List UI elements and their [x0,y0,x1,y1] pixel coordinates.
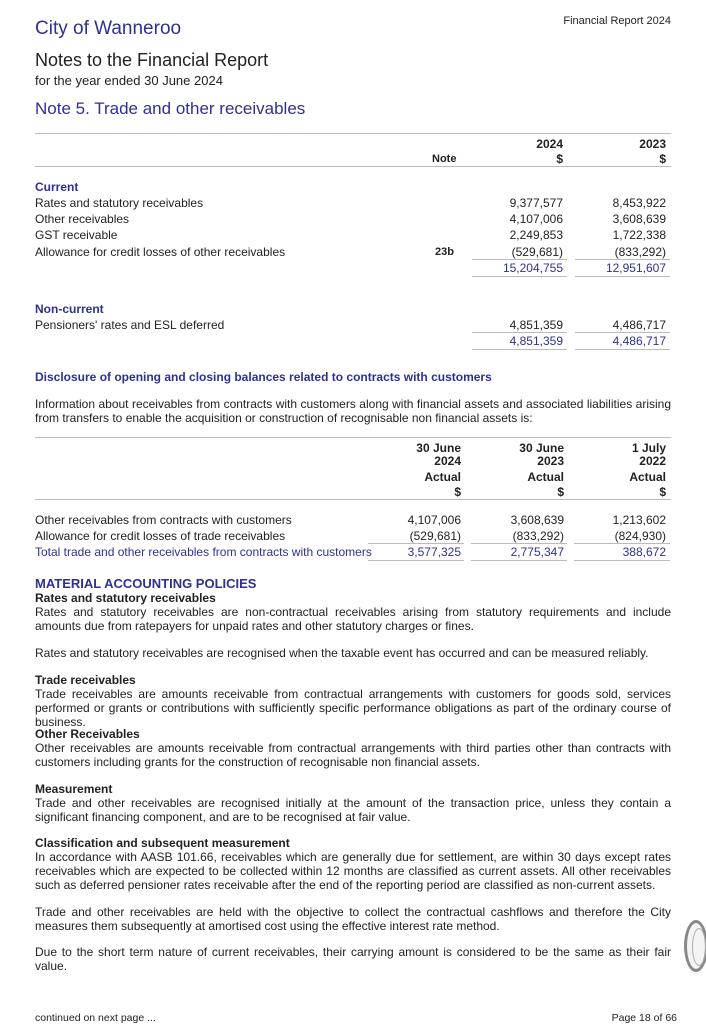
total-rule-2024 [472,276,567,277]
current-heading: Current [35,180,79,194]
nc-subtotal-rule-2024 [472,332,567,333]
col-header-2023: 2023 [639,137,666,151]
continued-note: continued on next page ... [35,1012,156,1024]
classification-paragraph-3: Due to the short term nature of current receivables, their carrying amount is considered to be the same as their fair value. [35,945,671,973]
col-a-line3: Actual [424,470,461,484]
value-2024: 4,107,006 [509,212,563,226]
row-label: Allowance for credit losses of other receivables [35,245,286,259]
t2-subtotal-rule-c [574,543,670,544]
value-a: 4,107,006 [407,513,461,527]
value-2023: 3,608,639 [612,212,666,226]
organisation-name: City of Wanneroo [35,18,182,39]
row-label: Other receivables from contracts with customers [35,513,292,527]
col-c-line4: $ [659,485,666,499]
subtotal-rule-2024 [472,259,567,260]
value-b: (833,292) [512,529,564,543]
nc-subtotal-rule-2023 [575,332,670,333]
currency-2024: $ [556,152,563,166]
t2-total-rule-a [368,560,464,561]
col-a-line2: 2024 [434,454,461,468]
col-b-line3: Actual [527,470,564,484]
subtotal-rule-2023 [575,259,670,260]
total-a: 3,577,325 [407,545,461,559]
value-2023: (833,292) [614,245,666,259]
classification-paragraph-2: Trade and other receivables are held with the objective to collect the contractual cashflows and therefore the City measures them subsequently at amortised cost using the effective interest rate method. [35,905,671,933]
noncurrent-heading: Non-current [35,302,104,316]
currency-2023: $ [659,152,666,166]
col-header-note: Note [432,153,457,165]
col-b-line1: 30 June [519,441,564,455]
noncurrent-total-2024: 4,851,359 [509,334,563,348]
noncurrent-total-2023: 4,486,717 [612,334,666,348]
value-2024: 9,377,577 [509,196,563,210]
t2-total-rule-c [574,560,670,561]
disclosure-intro: Information about receivables from contracts with customers along with financial assets and associated liabilities arising from transfers to enable the acquisition or construction of recognisable non financial assets is: [35,397,671,425]
value-2024: (529,681) [511,245,563,259]
table2-header-rule [35,499,671,500]
nc-total-rule-2024 [472,349,567,350]
row-label: Pensioners' rates and ESL deferred [35,318,225,332]
note-title: Note 5. Trade and other receivables [35,99,306,118]
classification-paragraph-1: In accordance with AASB 101.66, receivables which are generally due for settlement, are within 30 days except rates receivables which are expected to be collected within 12 months are classified as current assets. All other receivables such as deferred pensioner rates receivable after the end of the reporting period are classified as non-current assets. [35,850,671,892]
value-b: 3,608,639 [510,513,564,527]
table2-top-rule [35,437,671,438]
col-header-2024: 2024 [536,137,563,151]
page-title: Notes to the Financial Report [35,50,269,70]
report-name: Financial Report 2024 [563,15,671,27]
col-c-line3: Actual [629,470,666,484]
value-c: 1,213,602 [612,513,666,527]
measurement-paragraph: Trade and other receivables are recognised initially at the amount of the transaction price, unless they contain a significant financing component, and are to be recognised at fair value. [35,796,671,824]
col-a-line1: 30 June [416,441,461,455]
col-b-line2: 2023 [537,454,564,468]
value-2023: 8,453,922 [612,196,666,210]
classification-heading: Classification and subsequent measurement [35,836,290,850]
total-c: 388,672 [622,545,666,559]
nc-total-rule-2023 [575,349,670,350]
value-2024: 4,851,359 [509,318,563,332]
total-b: 2,775,347 [510,545,564,559]
policies-heading: MATERIAL ACCOUNTING POLICIES [35,576,257,591]
page-subtitle: for the year ended 30 June 2024 [35,73,223,88]
current-total-2024: 15,204,755 [502,261,563,275]
value-2024: 2,249,853 [509,228,563,242]
seal-stamp-icon [684,920,706,972]
value-c: (824,930) [614,529,666,543]
other-heading: Other Receivables [35,727,140,741]
measurement-heading: Measurement [35,782,113,796]
value-2023: 1,722,338 [612,228,666,242]
row-label: GST receivable [35,228,118,242]
disclosure-heading: Disclosure of opening and closing balances related to contracts with customers [35,370,492,384]
row-label: Allowance for credit losses of trade receivables [35,529,286,543]
table-header-rule [35,166,671,167]
other-paragraph: Other receivables are amounts receivable from contractual arrangements with third parties other than contracts with customers including grants for the construction of recognisable non financial assets. [35,741,671,769]
trade-heading: Trade receivables [35,673,136,687]
value-2023: 4,486,717 [612,318,666,332]
col-b-line4: $ [557,485,564,499]
t2-subtotal-rule-b [471,543,567,544]
rates-heading: Rates and statutory receivables [35,591,216,605]
row-label: Other receivables [35,212,130,226]
col-a-line4: $ [454,485,461,499]
col-c-line2: 2022 [639,454,666,468]
t2-subtotal-rule-a [368,543,464,544]
rates-paragraph-2: Rates and statutory receivables are recognised when the taxable event has occurred and can be measured reliably. [35,646,649,660]
total-label: Total trade and other receivables from contracts with customers [35,545,372,559]
value-a: (529,681) [409,529,461,543]
note-reference: 23b [435,246,454,258]
trade-paragraph: Trade receivables are amounts receivable from contractual arrangements with customers for goods sold, services performed or grants or contributions with sufficiently specific performance obligations as part of the ordinary course of business. [35,687,671,729]
total-rule-2023 [575,276,670,277]
row-label: Rates and statutory receivables [35,196,204,210]
page-number: Page 18 of 66 [611,1012,677,1024]
t2-total-rule-b [471,560,567,561]
current-total-2023: 12,951,607 [605,261,666,275]
col-c-line1: 1 July [631,441,666,455]
rates-paragraph-1: Rates and statutory receivables are non-contractual receivables arising from statutory requirements and include amounts due from ratepayers for unpaid rates and other statutory charges or fines. [35,605,671,633]
table-top-rule [35,133,671,134]
